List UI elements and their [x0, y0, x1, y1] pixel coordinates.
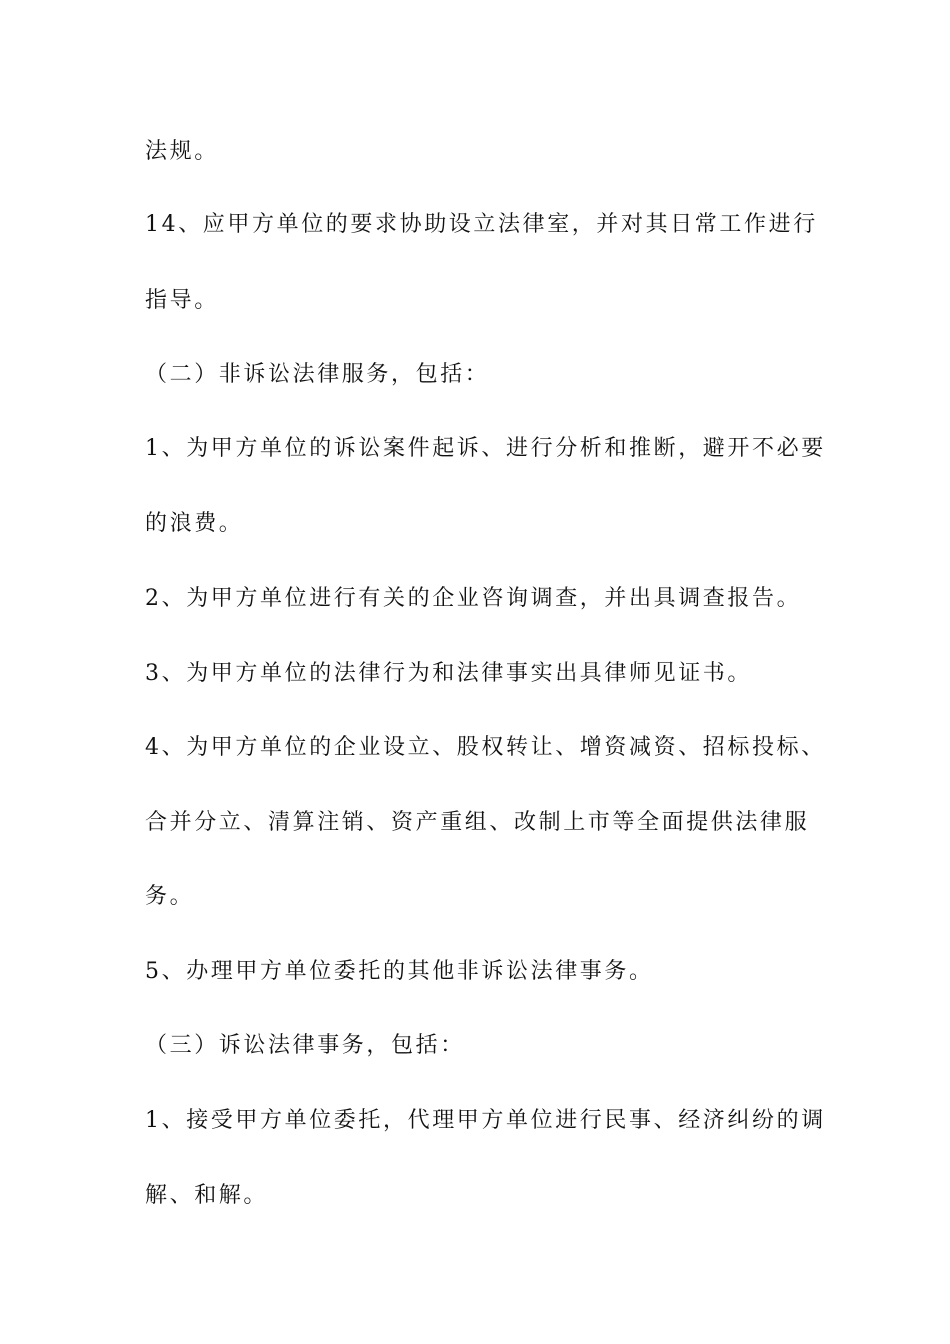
text-line: 2、为甲方单位进行有关的企业咨询调查，并出具调查报告。	[145, 586, 802, 611]
text-line: 14、应甲方单位的要求协助设立法律室，并对其日常工作进行	[145, 212, 818, 237]
text-line: 1、接受甲方单位委托，代理甲方单位进行民事、经济纠纷的调	[145, 1108, 826, 1133]
section-heading: （三）诉讼法律事务，包括：	[145, 1033, 465, 1058]
text-line: 1、为甲方单位的诉讼案件起诉、进行分析和推断，避开不必要	[145, 436, 826, 461]
text-line: 务。	[145, 884, 195, 909]
text-line: 合并分立、清算注销、资产重组、改制上市等全面提供法律服	[145, 810, 810, 835]
text-line: 指导。	[145, 288, 219, 313]
text-line: 5、办理甲方单位委托的其他非诉讼法律事务。	[145, 959, 654, 984]
text-line: 法规。	[145, 139, 219, 164]
text-line: 3、为甲方单位的法律行为和法律事实出具律师见证书。	[145, 661, 752, 686]
text-line: 的浪费。	[145, 511, 244, 536]
section-heading: （二）非诉讼法律服务，包括：	[145, 362, 490, 387]
text-line: 解、和解。	[145, 1183, 269, 1208]
text-line: 4、为甲方单位的企业设立、股权转让、增资减资、招标投标、	[145, 735, 826, 760]
